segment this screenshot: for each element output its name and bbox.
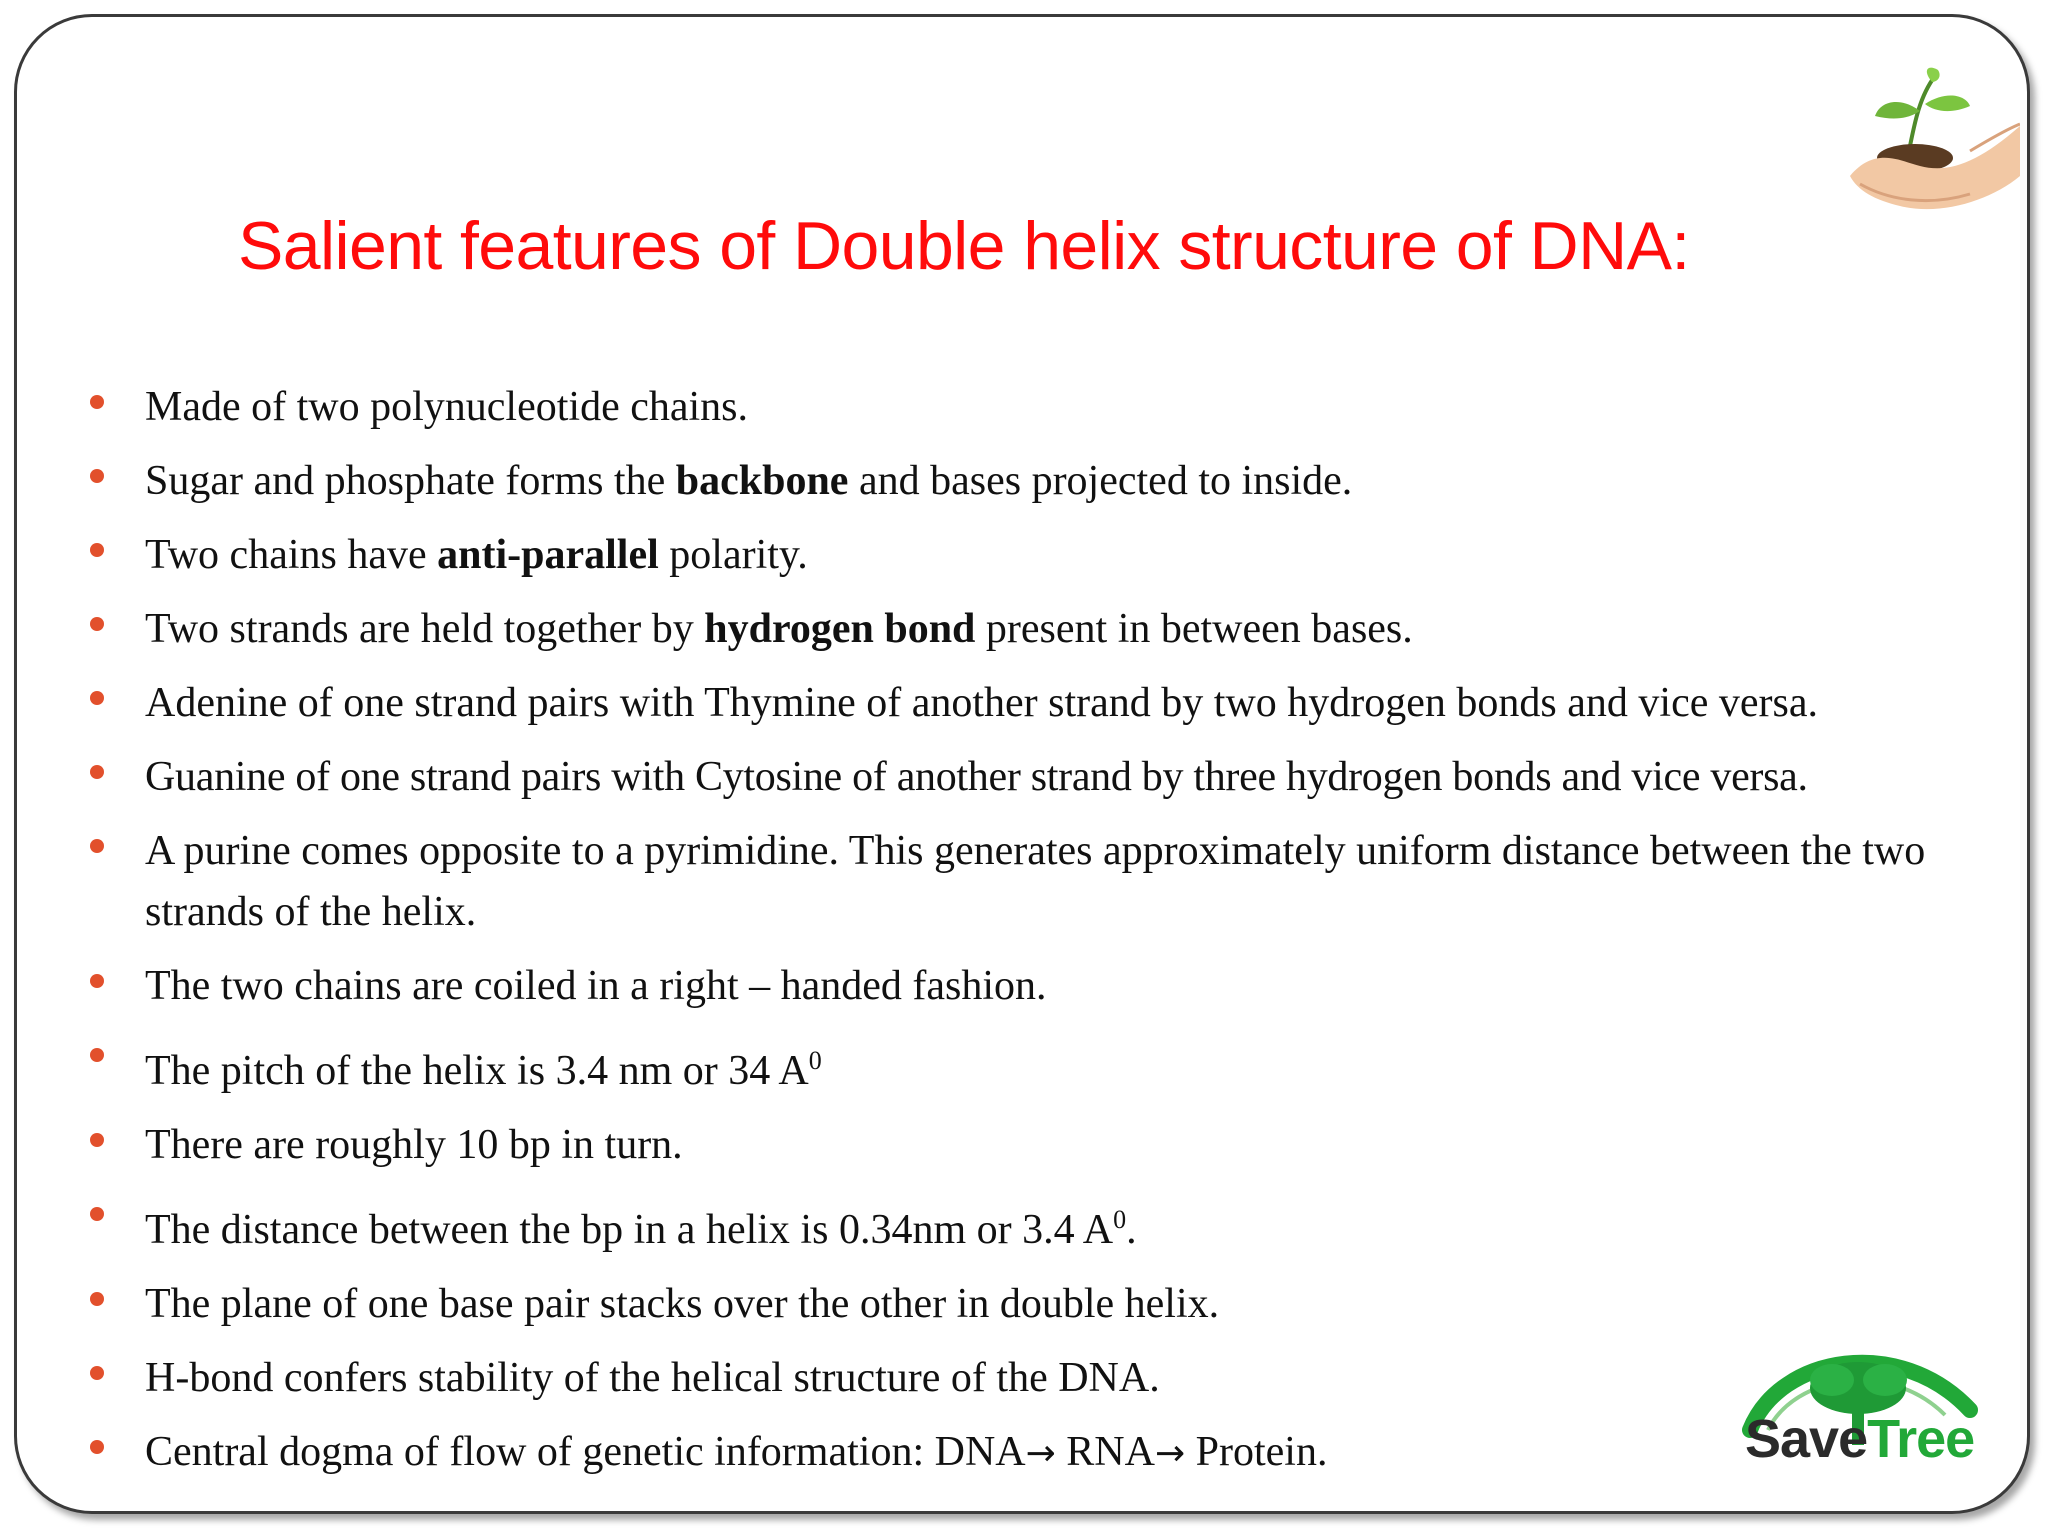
bullet-item: The two chains are coiled in a right – handed fashion. — [90, 956, 2030, 1017]
bullet-dot-icon — [90, 543, 104, 557]
plant-in-hands-image — [1820, 66, 2020, 226]
bullet-item: H-bond confers stability of the helical structure of the DNA. — [90, 1348, 2030, 1409]
bullet-list — [90, 377, 2030, 1497]
bullet-dot-icon — [90, 1207, 104, 1221]
bullet-item: Made of two polynucleotide chains. — [90, 377, 2030, 438]
bullet-item: Central dogma of flow of genetic information: DNA→ RNA→ Protein. — [90, 1422, 2030, 1484]
bold-term: backbone — [675, 458, 849, 504]
bullet-item: Sugar and phosphate forms the backbone and bases projected to inside. — [90, 451, 2030, 512]
bullet-item: The distance between the bp in a helix is 0.34nm or 3.4 $A^0$. — [90, 1189, 2030, 1261]
bullet-dot-icon — [90, 974, 104, 988]
bullet-dot-icon — [90, 839, 104, 853]
bullet-item: Two chains have anti-parallel polarity. — [90, 525, 2030, 586]
bullet-dot-icon — [90, 1133, 104, 1147]
bullet-dot-icon — [90, 691, 104, 705]
logo-wordmark: SaveTree — [1745, 1409, 1975, 1469]
arrow-icon: → — [1154, 1433, 1186, 1474]
bullet-dot-icon — [90, 395, 104, 409]
bullet-item: Adenine of one strand pairs with Thymine of another strand by two hydrogen bonds and vice versa. — [90, 673, 2030, 734]
bullet-item: Guanine of one strand pairs with Cytosine of another strand by three hydrogen bonds and vice versa. — [90, 747, 2030, 808]
bullet-dot-icon — [90, 469, 104, 483]
bullet-item: The pitch of the helix is 3.4 nm or 34 $A^0$ — [90, 1030, 2030, 1102]
arrow-icon: → — [1025, 1433, 1056, 1474]
bold-term: anti-parallel — [437, 532, 659, 578]
bullet-item: A purine comes opposite to a pyrimidine. This generates approximately uniform distance between the two strands of the helix. — [90, 821, 2045, 943]
superscript: 0 — [808, 1046, 822, 1075]
bullet-dot-icon — [90, 1292, 104, 1306]
bullet-dot-icon — [90, 1440, 104, 1454]
superscript: 0 — [1113, 1205, 1127, 1234]
bullet-dot-icon — [90, 1366, 104, 1380]
bullet-item: There are roughly 10 bp in turn. — [90, 1115, 2030, 1176]
bullet-item: Two strands are held together by hydrogen bond present in between bases. — [90, 599, 2030, 660]
bullet-item: The plane of one base pair stacks over the other in double helix. — [90, 1274, 2030, 1335]
slide-title: Salient features of Double helix structure of DNA: — [238, 208, 1690, 284]
bullet-dot-icon — [90, 617, 104, 631]
bullet-dot-icon — [90, 765, 104, 779]
bold-term: hydrogen bond — [704, 606, 976, 652]
bullet-dot-icon — [90, 1048, 104, 1062]
